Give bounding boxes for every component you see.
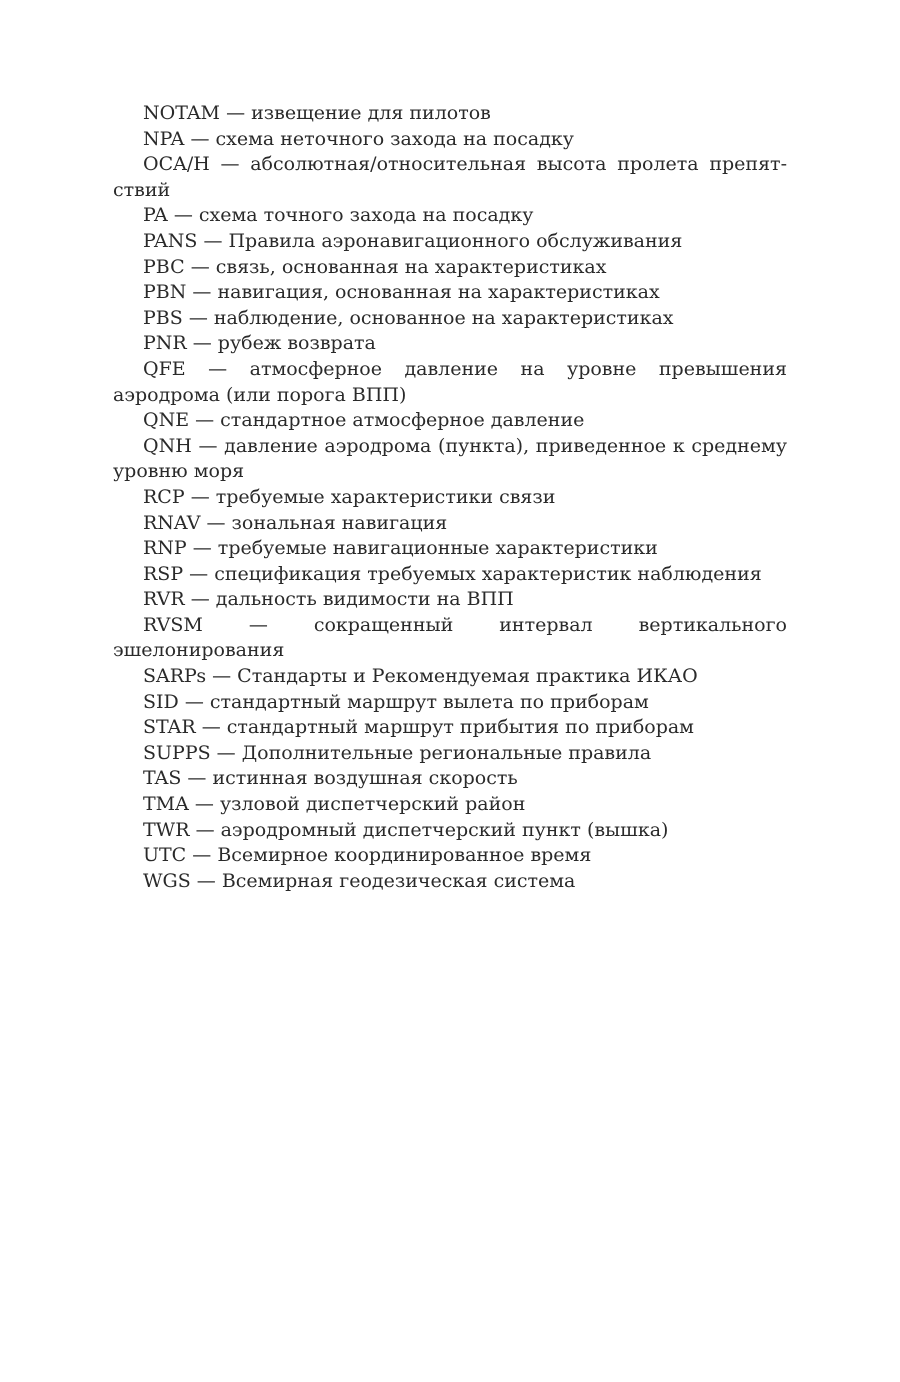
entry-definition: — стандартный маршрут прибытия по приборам — [201, 716, 694, 739]
glossary-entry — [113, 306, 787, 332]
entry-abbreviation: TWR — [143, 818, 190, 841]
glossary-entry — [113, 511, 787, 537]
glossary-entry — [113, 613, 787, 664]
glossary-entry — [113, 690, 787, 716]
glossary-entry — [113, 280, 787, 306]
entry-abbreviation: PBC — [143, 255, 185, 278]
entry-definition: — схема точного захода на посадку — [173, 204, 534, 227]
entry-abbreviation: RSP — [143, 562, 184, 585]
entry-definition: — узловой диспетчерский район — [194, 793, 526, 816]
entry-definition: — Стандарты и Рекомендуемая практика ИКАО — [212, 665, 698, 688]
entry-definition: — связь, основанная на характеристиках — [190, 255, 607, 278]
entry-abbreviation: WGS — [143, 869, 191, 892]
entry-definition: — сокращенный интервал вертикального эшелонирования — [113, 613, 787, 662]
glossary-entry — [113, 101, 787, 127]
entry-definition: — абсолютная/относительная высота пролета препятствий — [113, 153, 787, 201]
glossary-entry — [113, 408, 787, 434]
glossary-entry — [113, 485, 787, 511]
entry-abbreviation: QNE — [143, 409, 190, 432]
glossary-entry — [113, 357, 787, 408]
entry-abbreviation: OCA/H — [143, 153, 210, 176]
entry-abbreviation: NOTAM — [143, 102, 221, 124]
entry-abbreviation: QFE — [143, 357, 186, 380]
glossary-page — [113, 101, 787, 894]
entry-definition: — зональная навигация — [206, 511, 448, 534]
entry-abbreviation: SID — [143, 690, 179, 713]
entry-abbreviation: PA — [143, 204, 168, 227]
entry-abbreviation: RNAV — [143, 511, 201, 534]
glossary-entry — [113, 766, 787, 792]
entry-definition: — рубеж возврата — [192, 332, 376, 355]
entry-definition: — Всемирная геодезическая система — [196, 869, 576, 892]
entry-abbreviation: PBN — [143, 281, 187, 304]
entry-definition: — истинная воздушная скорость — [187, 767, 518, 790]
entry-abbreviation: QNH — [143, 434, 192, 457]
entry-definition: — навигация, основанная на характеристиках — [192, 281, 660, 304]
entry-abbreviation: NPA — [143, 127, 185, 150]
entry-abbreviation: RCP — [143, 485, 185, 508]
entry-definition: — Дополнительные региональные правила — [216, 741, 652, 764]
glossary-entry — [113, 792, 787, 818]
entry-definition: — схема неточного захода на посадку — [190, 127, 574, 150]
entry-abbreviation: TAS — [143, 767, 182, 790]
entry-abbreviation: PNR — [143, 332, 187, 355]
glossary-entry — [113, 869, 787, 895]
glossary-entry — [113, 715, 787, 741]
entry-definition: — стандартный маршрут вылета по приборам — [184, 690, 649, 713]
glossary-entry — [113, 127, 787, 153]
glossary-entry — [113, 255, 787, 281]
glossary-entry — [113, 203, 787, 229]
entry-definition: — извещение для пилотов — [226, 102, 491, 124]
entry-definition: — стандартное атмосферное давление — [195, 409, 585, 432]
entry-definition: — требуемые навигационные характеристики — [192, 537, 658, 560]
glossary-entry — [113, 229, 787, 255]
entry-definition: — спецификация требуемых характеристик наблюдения — [189, 562, 762, 585]
entry-definition: — наблюдение, основанное на характеристиках — [188, 306, 674, 329]
entry-abbreviation: RNP — [143, 537, 187, 560]
entry-definition: — требуемые характеристики связи — [190, 485, 556, 508]
glossary-entry — [113, 434, 787, 485]
glossary-entry — [113, 536, 787, 562]
entry-abbreviation: RVR — [143, 588, 185, 611]
entry-abbreviation: TMA — [143, 793, 189, 816]
entry-abbreviation: PANS — [143, 229, 198, 252]
glossary-entry — [113, 818, 787, 844]
glossary-entry — [113, 664, 787, 690]
glossary-entry — [113, 152, 787, 203]
glossary-entry — [113, 843, 787, 869]
entry-definition: — Правила аэронавигационного обслуживания — [203, 229, 683, 252]
entry-abbreviation: SARPs — [143, 665, 207, 688]
entry-abbreviation: PBS — [143, 306, 183, 329]
entry-definition: — Всемирное координированное время — [192, 844, 592, 867]
entry-definition: — атмосферное давление на уровне превышения аэродрома (или порога ВПП) — [113, 357, 787, 406]
entry-definition: — аэродромный диспетчерский пункт (вышка) — [195, 818, 669, 841]
entry-definition: — давление аэродрома (пункта), приведенное к среднему уровню моря — [113, 434, 787, 483]
entry-abbreviation: UTC — [143, 844, 187, 867]
glossary-entry — [113, 587, 787, 613]
glossary-entry — [113, 741, 787, 767]
entry-abbreviation: SUPPS — [143, 741, 211, 764]
glossary-entry — [113, 331, 787, 357]
entry-abbreviation: RVSM — [143, 613, 203, 636]
glossary-entry — [113, 562, 787, 588]
entry-abbreviation: STAR — [143, 716, 196, 739]
entry-definition: — дальность видимости на ВПП — [190, 588, 514, 611]
